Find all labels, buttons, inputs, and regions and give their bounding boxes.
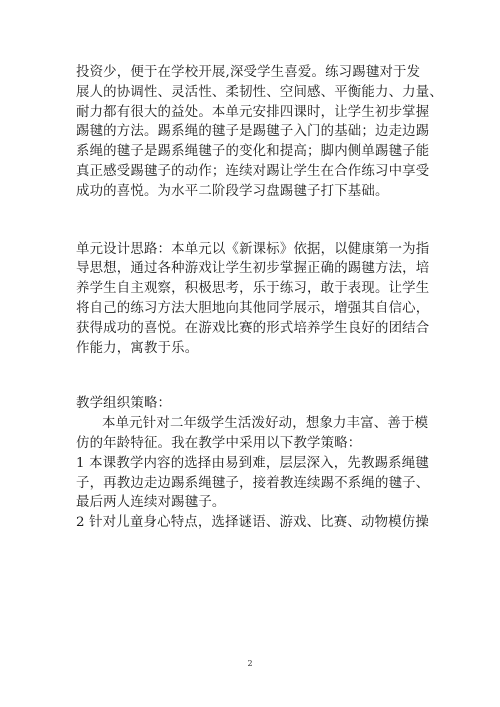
text-line: 养学生自主观察，积极思考，乐于练习，敢于表现。让学生 (76, 281, 430, 297)
text-line: 系绳的毽子是踢系绳毽子的变化和提高；脚内侧单踢毽子能 (76, 144, 430, 160)
list-item-line: 2 针对儿童身心特点，选择谜语、游戏、比赛、动物模仿操 (76, 515, 429, 531)
paragraph-design-idea (76, 240, 428, 359)
text-line: 真正感受踢毽子的动作；连续对踢让学生在合作练习中享受 (76, 163, 430, 179)
list-item-line: 最后两人连续对踢毽子。 (76, 495, 226, 511)
paragraph-spacer (76, 202, 428, 240)
text-line: 投资少，便于在学校开展,深受学生喜爱。练习踢毽对于发 (76, 65, 421, 80)
text-line: 作能力，寓教于乐。 (76, 340, 199, 356)
page-number: 2 (247, 659, 253, 668)
list-item-line: 1 本课教学内容的选择由易到难，层层深入，先教踢系绳毽 (76, 455, 429, 471)
text-line: 耐力都有很大的益处。本单元安排四课时，让学生初步掌握 (76, 104, 430, 120)
text-line: 踢毽的方法。踢系绳的毽子是踢毽子入门的基础；边走边踢 (76, 124, 430, 140)
text-line: 仿的年龄特征。我在教学中采用以下教学策略： (76, 435, 362, 451)
text-line: 成功的喜悦。为水平二阶段学习盘踢毽子打下基础。 (76, 183, 389, 199)
paragraph-unit-overview (76, 63, 443, 202)
page-content (76, 63, 443, 533)
section-teaching-strategy (76, 394, 428, 533)
text-line: 将自己的练习方法大胆地向其他同学展示，增强其自信心， (76, 300, 430, 316)
list-item-line: 子，再教边走边踢系绳毽子，接着教连续踢不系绳的毽子、 (76, 475, 430, 491)
section-heading: 教学组织策略： (76, 396, 172, 412)
text-line: 获得成功的喜悦。在游戏比赛的形式培养学生良好的团结合 (76, 320, 430, 336)
text-line: 展人的协调性、灵活性、柔韧性、空间感、平衡能力、力量、 (76, 84, 443, 100)
paragraph-spacer (76, 358, 428, 394)
text-line: 导思想，通过各种游戏让学生初步掌握正确的踢毽方法，培 (76, 261, 430, 277)
text-line: 单元设计思路：本单元以《新课标》依据，以健康第一为指 (76, 241, 430, 257)
text-line: 本单元针对二年级学生活泼好动，想象力丰富、善于模 (102, 416, 429, 432)
